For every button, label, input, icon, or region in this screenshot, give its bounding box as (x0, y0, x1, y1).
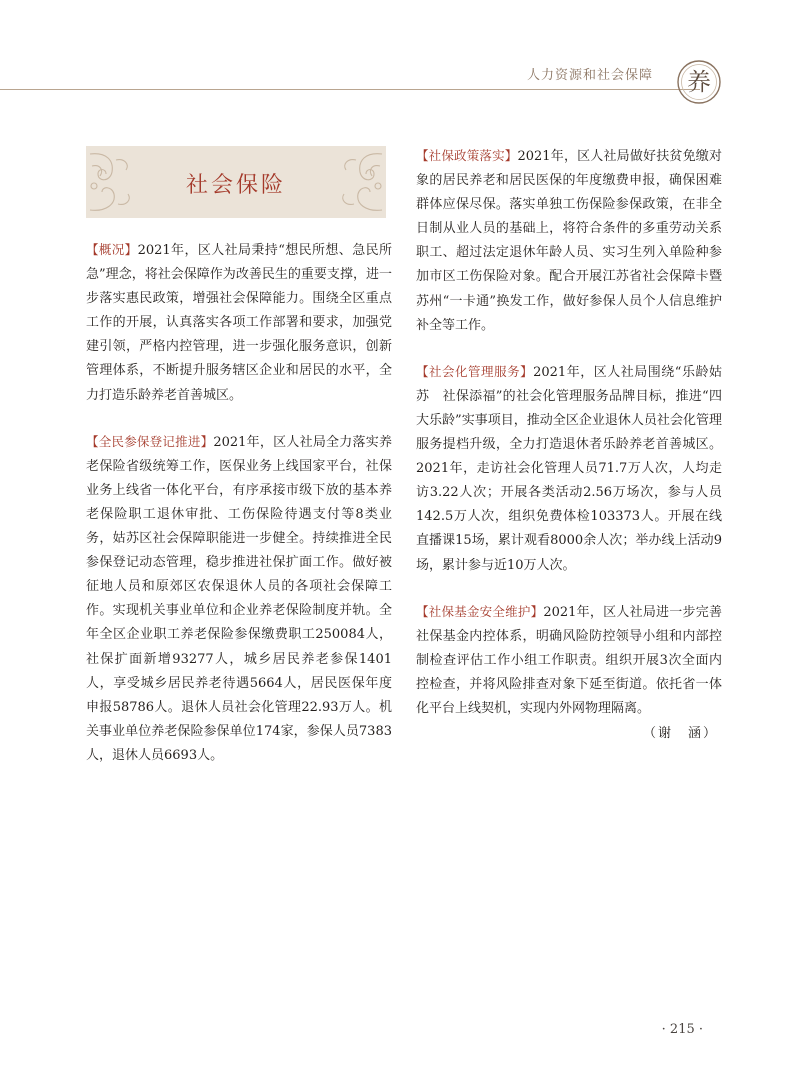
paragraph-text: 2021年，区人社局进一步完善社保基金内控体系，明确风险防控领导小组和内部控制检查评估工作小组工作职责。组织开展3次全面内控检查，并将风险排查对象下延至街道。依托省一体化平台上线契机，实现内外网物理隔离。 (416, 604, 722, 716)
page-number: · 215 · (661, 1022, 703, 1037)
paragraph-tag: 【社保基金安全维护】 (416, 603, 544, 619)
paragraph-text: 2021年，区人社局围绕“乐龄姑苏 社保添福”的社会化管理服务品牌目标，推进“四大乐龄”实事项目，推动全区企业退休人员社会化管理服务提档升级，全力打造退休者乐龄养老首善城区。2021年，走访社会化管理人员71.7万人次，人均走访3.22人次；开展各类活动2.56万场次，参与人员142.5万人次，组织免费体检103373人。开展在线直播课15场，累计观看8000余人次；举办线上活动9场，累计参与近10万人次。 (416, 364, 722, 573)
header-title: 人力资源和社会保障 (526, 68, 653, 83)
left-column (86, 238, 392, 768)
section-banner (86, 146, 386, 218)
paragraph-tag: 【全民参保登记推进】 (86, 433, 214, 449)
paragraph-policy (416, 144, 722, 338)
paragraph-text: 2021年，区人社局做好扶贫免缴对象的居民养老和居民医保的年度缴费申报，确保困难群体应保尽保。落实单独工伤保险参保政策，在非全日制从业人员的基础上，将符合条件的多重劳动关系职工、超过法定退休年龄人员、实习生列入单险种参加市区工伤保险对象。配合开展江苏省社会保障卡暨苏州“一卡通”换发工作，做好参保人员个人信息维护补全等工作。 (416, 149, 722, 333)
logo-badge (675, 58, 723, 106)
paragraph-tag: 【社会化管理服务】 (416, 363, 534, 379)
yang-character-seal-icon (675, 58, 723, 106)
paragraph-management (416, 360, 722, 578)
paragraph-overview (86, 238, 392, 408)
author-credit: （谢 涵） (642, 726, 718, 742)
logo-glyph: 养 (687, 68, 711, 96)
paragraph-enrollment (86, 430, 392, 768)
header-rule (0, 89, 700, 90)
paragraph-tag: 【社保政策落实】 (416, 148, 518, 163)
paragraph-tag: 【概况】 (86, 242, 138, 257)
paragraph-fund-safety (416, 600, 722, 721)
paragraph-text: 2021年，区人社局秉持“想民所想、急民所急”理念，将社会保障作为改善民生的重要支撑，进一步落实惠民政策，增强社会保障能力。围绕全区重点工作的开展，认真落实各项工作部署和要求，加强党建引领，严格内控管理，进一步强化服务意识，创新管理体系，不断提升服务辖区企业和居民的水平，全力打造乐龄养老首善城区。 (86, 243, 392, 403)
paragraph-text: 2021年，区人社局全力落实养老保险省级统筹工作，医保业务上线国家平台，社保业务上线省一体化平台，有序承接市级下放的基本养老保险职工退休审批、工伤保险待遇支付等8类业务，姑苏区社会保障职能进一步健全。持续推进全民参保登记动态管理，稳步推进社保扩面工作。做好被征地人员和原郊区农保退休人员的各项社会保障工作。实现机关事业单位和企业养老保险制度并轨。全年全区企业职工养老保险参保缴费职工250084人，社保扩面新增93277人，城乡居民养老参保1401人，享受城乡居民养老待遇5664人，居民医保年度申报58786人。退休人员社会化管理22.93万人。机关事业单位养老保险参保单位174家，参保人员7383人，退休人员6693人。 (86, 434, 392, 763)
section-title: 社会保险 (185, 173, 286, 198)
right-column (416, 144, 722, 745)
